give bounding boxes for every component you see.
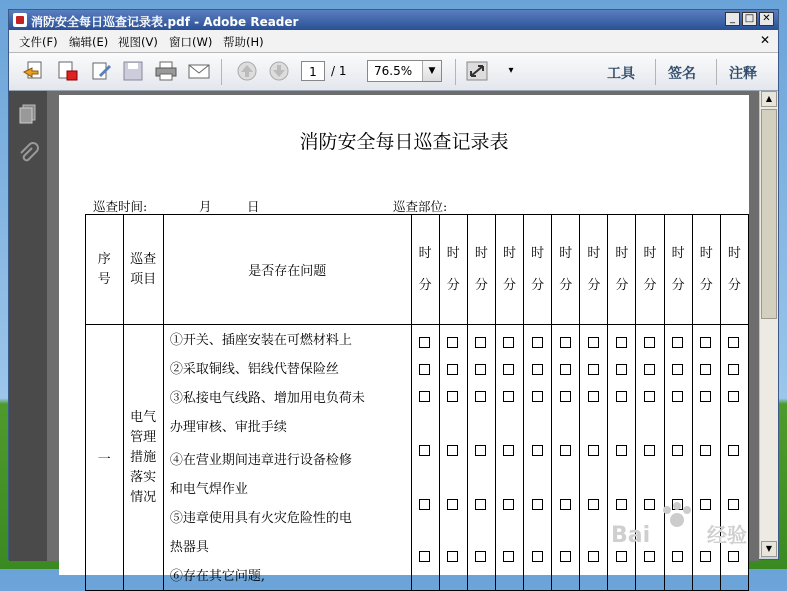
problem-checkbox[interactable] [700,337,711,348]
month-label: 月 [199,199,212,214]
tools-button[interactable]: 工具 [607,66,635,82]
checkbox-column [524,325,552,591]
header-time-2: 时 分 [439,215,467,325]
problem-checkbox[interactable] [475,391,486,402]
problem-checkbox[interactable] [447,499,458,510]
problem-checkbox[interactable] [616,551,627,562]
problem-checkbox[interactable] [475,499,486,510]
header-time-5: 时 分 [524,215,552,325]
next-page-icon[interactable] [267,60,291,82]
sign-button[interactable]: 签名 [668,66,696,82]
menu-view[interactable]: 视图(V) [118,35,158,49]
page-number-input[interactable]: 1 [301,61,325,81]
problem-checkbox[interactable] [447,364,458,375]
save-icon[interactable] [121,60,145,82]
header-time-8: 时 分 [608,215,636,325]
problem-checkbox[interactable] [700,364,711,375]
question-item: 和电气焊作业 [169,482,248,497]
problem-checkbox[interactable] [419,364,430,375]
problem-checkbox[interactable] [588,445,599,456]
day-label: 日 [247,199,260,214]
toolbar-separator [221,59,222,85]
scroll-down-icon[interactable]: ▼ [761,541,777,557]
title-bar [9,10,778,30]
header-time-4: 时 分 [495,215,523,325]
navigation-pane [9,91,47,561]
question-item: ⑥存在其它问题, [169,569,265,584]
scroll-up-icon[interactable]: ▲ [761,91,777,107]
problem-checkbox[interactable] [700,551,711,562]
problem-checkbox[interactable] [560,445,571,456]
problem-checkbox[interactable] [503,551,514,562]
email-icon[interactable] [187,60,211,82]
menu-file[interactable]: 文件(F) [19,35,58,49]
minimize-button[interactable]: _ [725,12,740,26]
problem-checkbox[interactable] [532,364,543,375]
svg-text:经验: 经验 [707,523,747,547]
problem-checkbox[interactable] [532,499,543,510]
question-item: 热器具 [169,540,209,555]
vertical-scrollbar[interactable] [759,91,778,557]
question-item: ④在营业期间违章进行设备检修 [169,453,352,468]
print-icon[interactable] [154,60,178,82]
question-item: ⑤违章使用具有火灾危险性的电 [169,511,352,526]
header-time-6: 时 分 [552,215,580,325]
checkbox-column [608,325,636,591]
problem-checkbox[interactable] [644,445,655,456]
problem-checkbox[interactable] [419,391,430,402]
edit-icon[interactable] [89,60,113,82]
problem-checkbox[interactable] [644,337,655,348]
pdf-app-icon [13,13,27,27]
document-area [47,91,759,584]
checkbox-column [664,325,692,591]
header-seq: 序 号 [86,215,124,325]
checkbox-column [580,325,608,591]
category-cell: 电气 管理 措施 落实 情况 [123,325,163,591]
zoom-value: 76.5% [374,64,413,78]
problem-checkbox[interactable] [616,445,627,456]
problem-checkbox[interactable] [503,499,514,510]
header-item: 巡查 项目 [123,215,163,325]
problem-checkbox[interactable] [475,337,486,348]
table-row [86,325,749,591]
problem-checkbox[interactable] [503,391,514,402]
fit-window-icon[interactable] [465,60,489,82]
problem-checkbox[interactable] [672,551,683,562]
checkbox-column [636,325,664,591]
problem-checkbox[interactable] [419,551,430,562]
problem-checkbox[interactable] [700,445,711,456]
problem-checkbox[interactable] [560,551,571,562]
problem-checkbox[interactable] [447,445,458,456]
problem-checkbox[interactable] [588,337,599,348]
checkbox-column [439,325,467,591]
checkbox-column [692,325,720,591]
header-time-11: 时 分 [692,215,720,325]
problem-checkbox[interactable] [728,445,739,456]
problem-checkbox[interactable] [588,499,599,510]
header-time-1: 时 分 [411,215,439,325]
checkbox-column [411,325,439,591]
page-total: / 1 [331,64,347,78]
problem-checkbox[interactable] [672,391,683,402]
problem-checkbox[interactable] [419,445,430,456]
header-question: 是否存在问题 [163,215,411,325]
problem-checkbox[interactable] [503,364,514,375]
problem-checkbox[interactable] [644,364,655,375]
header-time-9: 时 分 [636,215,664,325]
question-list [163,325,411,591]
checkbox-column [720,325,748,591]
problem-checkbox[interactable] [588,364,599,375]
window-title: 消防安全每日巡查记录表.pdf - Adobe Reader [31,15,299,29]
zoom-select[interactable] [367,60,442,82]
menu-window[interactable]: 窗口(W) [169,35,213,49]
previous-page-icon[interactable] [235,60,259,82]
problem-checkbox[interactable] [532,551,543,562]
question-item: 办理审核、审批手续 [169,420,287,435]
problem-checkbox[interactable] [644,391,655,402]
problem-checkbox[interactable] [728,364,739,375]
header-time-3: 时 分 [467,215,495,325]
open-icon[interactable] [22,60,46,82]
problem-checkbox[interactable] [532,391,543,402]
toolbar [9,53,778,91]
chevron-down-icon[interactable]: ▼ [422,61,441,81]
toolbar-separator [655,59,656,85]
menu-help[interactable]: 帮助(H) [223,35,264,49]
problem-checkbox[interactable] [475,364,486,375]
close-button[interactable]: ✕ [759,12,774,26]
problem-checkbox[interactable] [447,551,458,562]
question-item: ①开关、插座安装在可燃材料上 [169,333,352,348]
problem-checkbox[interactable] [419,337,430,348]
svg-text:Bai: Bai [611,523,651,548]
create-pdf-icon[interactable] [55,60,79,82]
table-header-row [86,215,749,325]
problem-checkbox[interactable] [616,364,627,375]
checkbox-column [467,325,495,591]
problem-checkbox[interactable] [728,551,739,562]
document-title: 消防安全每日巡查记录表 [299,131,509,153]
header-time-10: 时 分 [664,215,692,325]
problem-checkbox[interactable] [672,364,683,375]
header-time-12: 时 分 [720,215,748,325]
question-item: ③私接电气线路、增加用电负荷未 [169,391,365,406]
problem-checkbox[interactable] [588,551,599,562]
question-item: ②采取铜线、铝线代替保险丝 [169,362,339,377]
attachments-icon[interactable] [17,143,39,165]
pages-icon[interactable] [17,103,39,125]
problem-checkbox[interactable] [700,391,711,402]
problem-checkbox[interactable] [672,445,683,456]
checkbox-column [552,325,580,591]
problem-checkbox[interactable] [447,391,458,402]
problem-checkbox[interactable] [672,337,683,348]
problem-checkbox[interactable] [728,391,739,402]
problem-checkbox[interactable] [503,445,514,456]
problem-checkbox[interactable] [447,337,458,348]
baidu-watermark-logo [607,500,757,550]
pdf-page [59,95,749,584]
problem-checkbox[interactable] [560,391,571,402]
problem-checkbox[interactable] [419,499,430,510]
problem-checkbox[interactable] [588,391,599,402]
problem-checkbox[interactable] [560,364,571,375]
problem-checkbox[interactable] [532,337,543,348]
maximize-button[interactable]: □ [742,12,757,26]
toolbar-separator [716,59,717,85]
row-index: 一 [86,325,124,591]
problem-checkbox[interactable] [560,337,571,348]
toolbar-options-icon[interactable]: ▾ [508,65,514,76]
checkbox-column [495,325,523,591]
inspection-time-label: 巡查时间: [93,199,148,214]
problem-checkbox[interactable] [616,391,627,402]
inspection-location-label: 巡查部位: [393,199,448,214]
problem-checkbox[interactable] [644,551,655,562]
problem-checkbox[interactable] [616,337,627,348]
toolbar-separator [455,59,456,85]
problem-checkbox[interactable] [475,445,486,456]
problem-checkbox[interactable] [532,445,543,456]
problem-checkbox[interactable] [503,337,514,348]
reader-window [8,9,779,584]
comment-button[interactable]: 注释 [729,66,757,82]
scroll-thumb[interactable] [761,109,777,319]
problem-checkbox[interactable] [728,337,739,348]
problem-checkbox[interactable] [475,551,486,562]
document-close-icon[interactable]: ✕ [759,33,770,47]
menu-edit[interactable]: 编辑(E) [69,35,109,49]
menu-bar [9,30,778,53]
problem-checkbox[interactable] [560,499,571,510]
header-time-7: 时 分 [580,215,608,325]
